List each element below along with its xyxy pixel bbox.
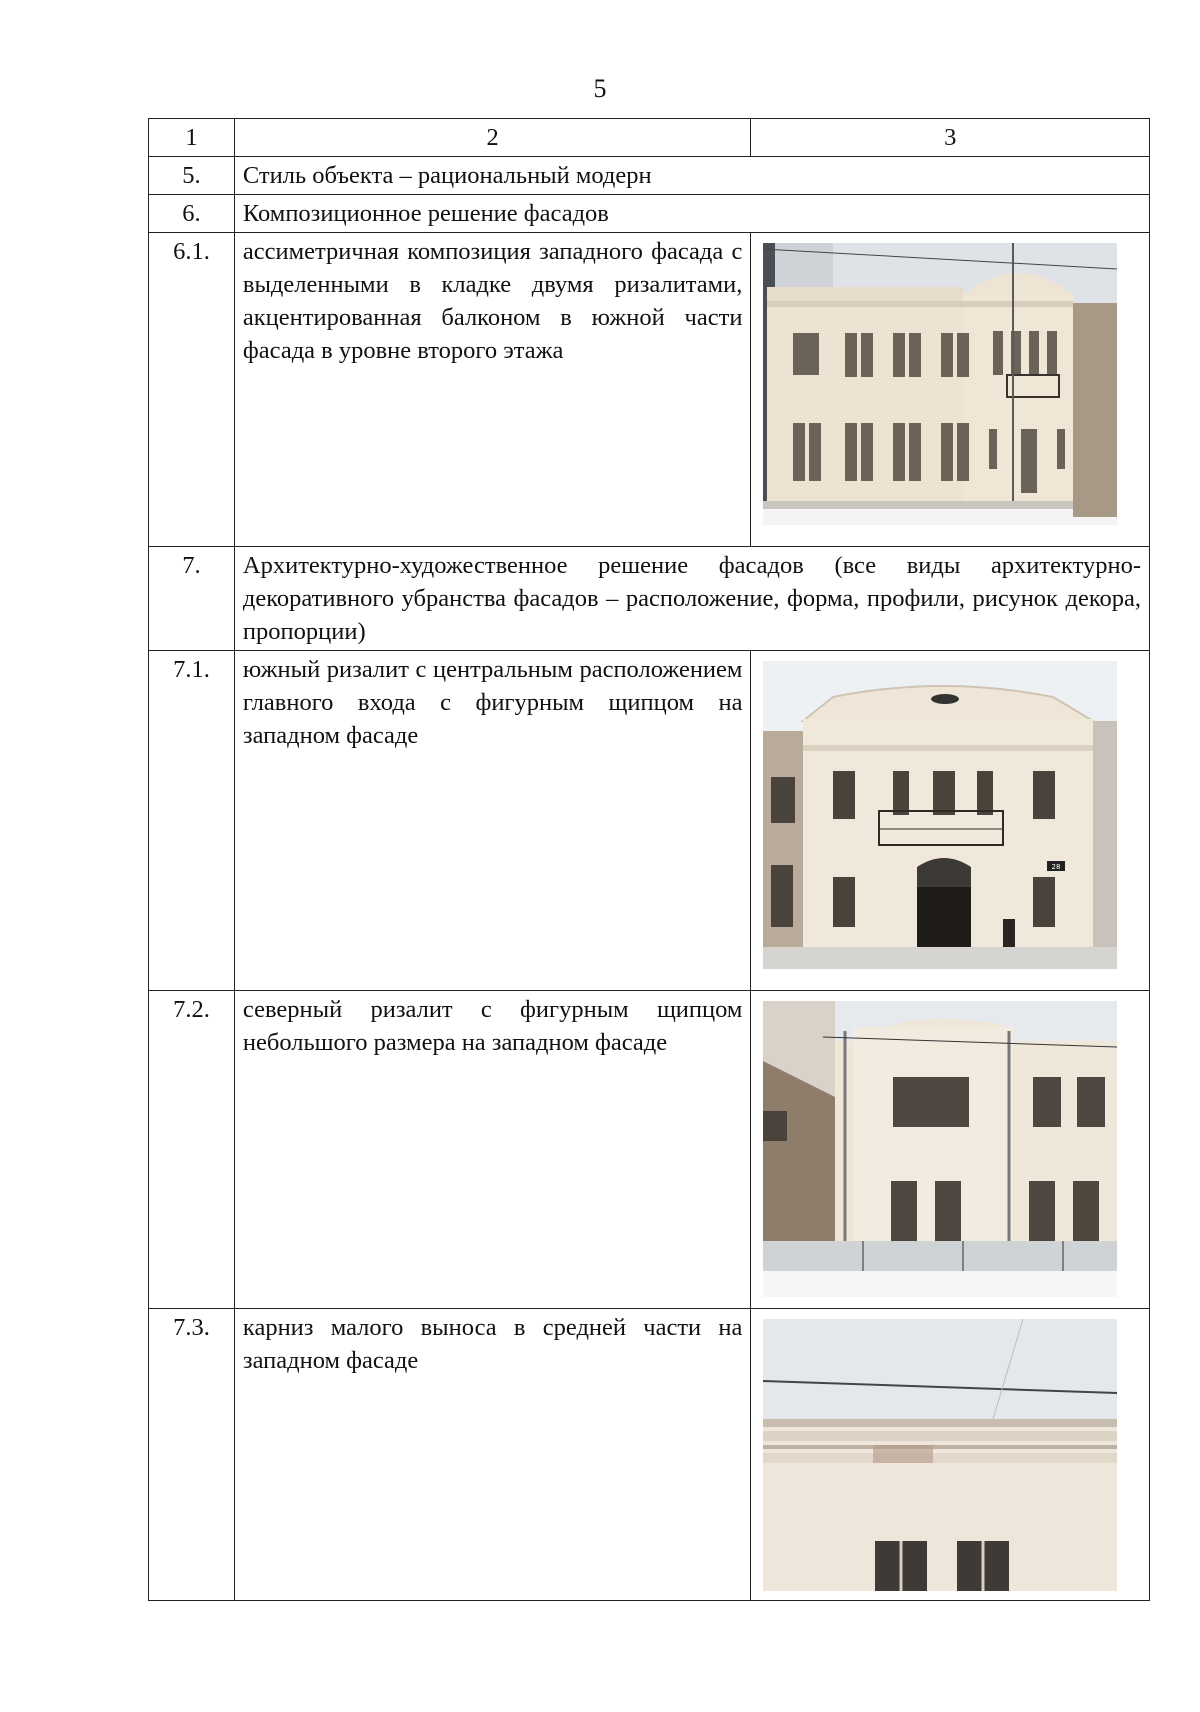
photo-cell <box>751 651 1150 991</box>
row-text: ассиметричная композиция западного фасада с выделенными в кладке двумя ризалитами, акцентированная балконом в южной части фасада в уровне второго этажа <box>234 233 751 547</box>
photo-north-risalit <box>763 1001 1117 1297</box>
west-facade-image <box>763 243 1117 525</box>
photo-south-risalit <box>763 661 1117 969</box>
row-number: 6.1. <box>149 233 235 547</box>
photo-cell <box>751 991 1150 1309</box>
row-number: 7.3. <box>149 1309 235 1601</box>
row-text: южный ризалит с центральным расположением главного входа с фигурным щипцом на западном фасаде <box>234 651 751 991</box>
south-risalit-image <box>763 661 1117 969</box>
table-row <box>149 157 1150 195</box>
page-number: 5 <box>593 74 607 103</box>
photo-cell <box>751 1309 1150 1601</box>
row-number: 5. <box>149 157 235 195</box>
header-col-3: 3 <box>751 119 1150 157</box>
table-row <box>149 233 1150 547</box>
photo-west-facade <box>763 243 1117 525</box>
row-number: 7. <box>149 547 235 651</box>
row-text: северный ризалит с фигурным щипцом небольшого размера на западном фасаде <box>234 991 751 1309</box>
table-header-row <box>149 119 1150 157</box>
row-text: Композиционное решение фасадов <box>234 195 1149 233</box>
table-row <box>149 651 1150 991</box>
photo-cornice <box>763 1319 1117 1591</box>
row-text: Архитектурно-художественное решение фасадов (все виды архитектурно-декоративного убранства фасадов – расположение, форма, профили, рисунок декора, пропорции) <box>234 547 1149 651</box>
row-text: Стиль объекта – рациональный модерн <box>234 157 1149 195</box>
header-col-2: 2 <box>234 119 751 157</box>
house-number-plate: 28 <box>1051 863 1061 871</box>
table-row <box>149 1309 1150 1601</box>
header-col-1: 1 <box>149 119 235 157</box>
monument-description-table <box>148 118 1150 1601</box>
row-text: карниз малого выноса в средней части на западном фасаде <box>234 1309 751 1601</box>
table-row <box>149 547 1150 651</box>
table-row <box>149 991 1150 1309</box>
row-number: 6. <box>149 195 235 233</box>
north-risalit-image <box>763 1001 1117 1297</box>
row-number: 7.2. <box>149 991 235 1309</box>
row-number: 7.1. <box>149 651 235 991</box>
photo-cell <box>751 233 1150 547</box>
cornice-image <box>763 1319 1117 1591</box>
table-row <box>149 195 1150 233</box>
